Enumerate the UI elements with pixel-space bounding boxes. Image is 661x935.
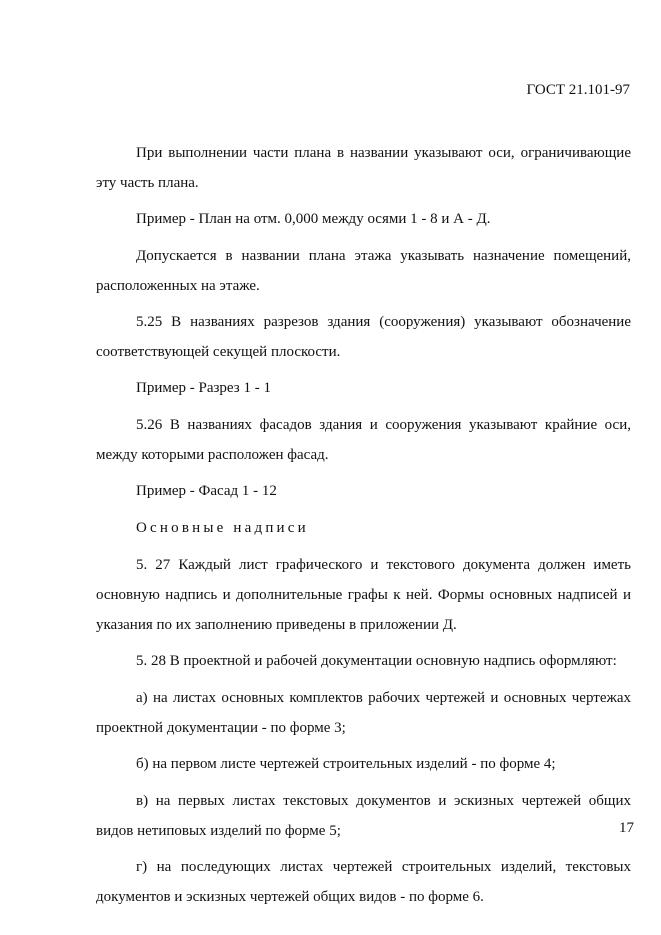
clause-5-27: 5. 27 Каждый лист графического и текстового документа должен иметь основную надпись и дополнительные графы к ней. Формы основных надписей и указания по их заполнению приведены в приложении Д.: [96, 557, 631, 633]
page-number: 17: [619, 820, 634, 836]
document-body: [96, 138, 631, 918]
paragraph-partial-plan-axes: При выполнении части плана в названии указывают оси, ограничивающие эту часть плана.: [96, 145, 631, 191]
section-heading-title-blocks: Основные надписи: [136, 520, 309, 536]
document-code-header: ГОСТ 21.101-97: [526, 82, 630, 98]
list-item-v: в) на первых листах текстовых документов и эскизных чертежей общих видов нетиповых изделий по форме 5;: [96, 793, 631, 839]
list-item-g: г) на последующих листах чертежей строительных изделий, текстовых документов и эскизных чертежей общих видов - по форме 6.: [96, 859, 631, 905]
example-facade-title: Пример - Фасад 1 - 12: [136, 483, 277, 499]
clause-5-28: 5. 28 В проектной и рабочей документации основную надпись оформляют:: [136, 653, 617, 669]
example-plan-title: Пример - План на отм. 0,000 между осями 1 - 8 и А - Д.: [136, 211, 491, 227]
clause-5-26: 5.26 В названиях фасадов здания и сооружения указывают крайние оси, между которыми расположен фасад.: [96, 417, 631, 463]
list-item-a: а) на листах основных комплектов рабочих чертежей и основных чертежах проектной документации - по форме 3;: [96, 690, 631, 736]
example-section-title: Пример - Разрез 1 - 1: [136, 380, 271, 396]
list-item-b: б) на первом листе чертежей строительных изделий - по форме 4;: [136, 756, 556, 772]
paragraph-room-purpose: Допускается в названии плана этажа указывать назначение помещений, расположенных на этаже.: [96, 248, 631, 294]
clause-5-25: 5.25 В названиях разрезов здания (сооружения) указывают обозначение соответствующей секущей плоскости.: [96, 314, 631, 360]
